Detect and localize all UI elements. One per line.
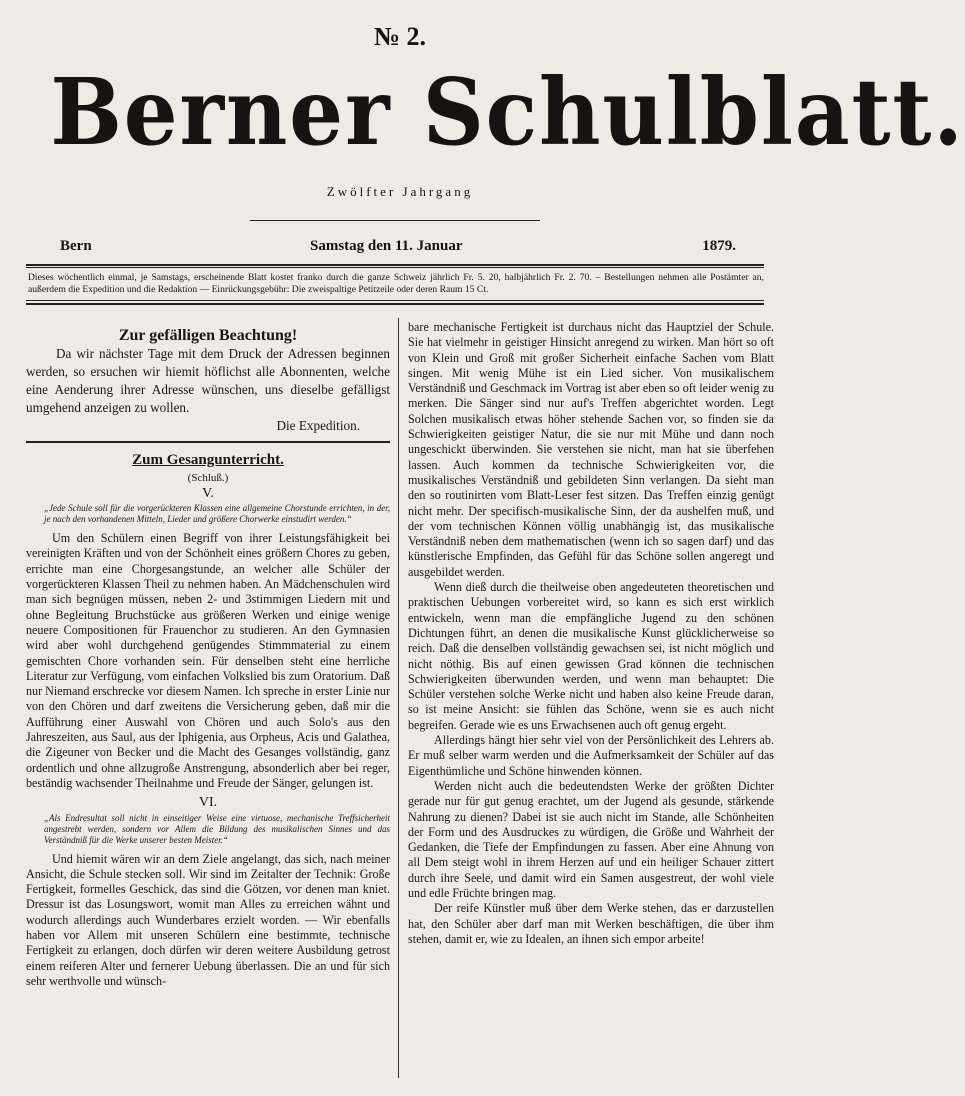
section-vi-heading: VI.	[198, 795, 218, 811]
right-paragraph-3: Allerdings hängt hier sehr viel von der Persönlichkeit des Lehrers ab. Er muß selber warm werden und die Aufmerksamkeit der Schüler auf das Eigenthümliche und Schöne hinwenden können.	[408, 733, 774, 778]
right-paragraph-5: Der reife Künstler muß über dem Werke stehen, das er darzustellen hat, den Schüler aber darf man mit Werken beschäftigen, die über ihm stehen, damit er, wie zu Idealen, an ihnen sich empor arbeite!	[408, 901, 774, 946]
notice-body: Da wir nächster Tage mit dem Druck der Adressen beginnen werden, so ersuchen wir hiemit höflichst alle Abonnenten, welche eine Aenderung ihrer Adresse wünschen, uns dieselbe gefälligst umgehend anzeigen zu wollen.	[26, 346, 390, 416]
header-rule-top	[26, 264, 764, 266]
subscription-notice: Dieses wöchentlich einmal, je Samstags, erscheinende Blatt kostet franko durch die ganze Schweiz jährlich Fr. 5. 20, halbjährlich Fr. 2. 70. – Bestellungen nehmen alle Postämter an, außerdem die Expedition und die Redaktion — Einrückungsgebühr: Die zweispaltige Petitzeile oder deren Raum 15 Ct.	[28, 272, 764, 295]
right-paragraph-1: bare mechanische Fertigkeit ist durchaus nicht das Hauptziel der Schule. Sie hat vielmehr in geistiger Hinsicht anregend zu wirken. Man hört so oft von Klein und Groß mit großer Sicherheit einfache Sachen vom Blatt singen. Mit wenig Mühe ist ein Lied sicher. Von musikalischem Verständniß und Geschmack im Vortrag ist aber eben so oft leider wenig zu merken. Die Sänger sind nur auf's Treffen abgerichtet worden. Legt Solchen musikalisch etwas höher stehende Sachen vor, so finden sie da Schwierigkeiten geistiger Natur, die sie nur mit Mühe und dann noch ungeschickt überwinden. Sie verstehen sie nicht, man hat sie überfehen lassen. Auch kommen da technische Schwierigkeiten vor, die musikalisches Verständniß und gebildeten Sinn verlangen. Da sieht man den so routinirten vom Blatt-Leser fest sitzen. Das Treffen einzig genügt nicht mehr. Der specifisch-musikalische Sinn, der da aushelfen muß, und der vom technischen Können völlig unabhängig ist, das musikalische Verständniß neben dem mathematischen (wenn ich so sagen darf) und das künstlerische Empfinden, das Gefühl für das Schöne sollen angeregt und ausgebildet werden.	[408, 320, 774, 579]
header-rule-top-thin	[26, 267, 764, 268]
short-rule	[250, 220, 540, 221]
masthead-title: Berner Schulblatt.	[50, 58, 965, 166]
notice-rule	[26, 441, 390, 443]
section-v-paragraph: Um den Schülern einen Begriff von ihrer Leistungsfähigkeit bei vereinigten Kräften und von der Schönheit eines größern Chores zu geben, errichte man eine Chorgesangstunde, an welcher alle Schüler der vorgerückteren Klassen Theil zu nehmen haben. An Mädchenschulen wird man sich begnügen müssen, neben 2- und 3stimmigen Liedern mit und ohne Begleitung Bruchstücke aus größeren Werken und einige wenige neuere Compositionen für Frauenchor zu studieren. An den Gymnasien wird aber wohl durchgehend genügendes Stimmmaterial zu einem gemischten Chore vorhanden sein. Für denselben steht eine herrliche Literatur zur Verfügung, vom einfachen Volkslied bis zum Oratorium. Daß nur Niemand erschrecke vor diesem Namen. Ich spreche in erster Linie nur von den Chören und darf zweitens die Versicherung geben, daß mir die Aufführung einer Auswahl von Chören und auch Solo's aus den Jahreszeiten, aus Saul, aus der Iphigenia, aus Orpheus, Acis und Galathea, die Zigeuner von Becker und die Macht des Gesanges vollständig, ganz ordentlich und ohne allzugroße Anstrengung, absonderlich aber bei reger, beständig wachsender Theilnahme und Freude der Sänger, gelungen ist.	[26, 531, 391, 790]
section-v-heading: V.	[202, 485, 214, 501]
right-column	[408, 320, 774, 947]
section-v-quote: „Jede Schule soll für die vorgerückteren Klassen eine allgemeine Chorstunde errichten, in der, je nach den vorhandenen Mitteln, Lieder und größere Chorwerke einstudirt werden.“	[44, 503, 390, 525]
column-divider	[398, 318, 399, 1078]
article-title: Zum Gesangunterricht.	[132, 452, 284, 469]
right-paragraph-4: Werden nicht auch die bedeutendsten Werke der größten Dichter gerade nur für gut genug erachtet, um der Jugend als gesunde, stärkende Nahrung zu dienen? Dabei ist sie auch nicht im Stande, alle Schönheiten der Form und des Ausdruckes zu würdigen, die Größe und Wahrheit der Gedanken, die Tiefe der Empfindungen zu fassen. Aber eine Ahnung von all Dem steigt wohl in ihrem Herzen auf und ein heiliger Schauer zittert durch ihre Seele, und damit wird ein Samen ausgestreut, der wohl viele und edle Früchte bringen mag.	[408, 778, 774, 900]
year: 1879.	[702, 238, 736, 254]
notice-box	[26, 328, 390, 435]
notice-signature: Die Expedition.	[276, 418, 360, 434]
place: Bern	[60, 238, 92, 254]
volume-line: Zwölfter Jahrgang	[326, 184, 474, 199]
notice-title: Zur gefälligen Beachtung!	[118, 327, 298, 344]
right-paragraph-2: Wenn dieß durch die theilweise oben angedeuteten theoretischen und praktischen Uebungen vorbereitet wird, so kann es sich erst wirklich entwickeln, wenn man die empfängliche Jugend zu den schönen Dichtungen führt, an denen die musikalische Kunst glücklicherweise so reich. Daß die denselben vollständig gewachsen sei, ist nicht möglich und nicht nöthig. Bis auf einen gewissen Grad können die technischen Schwierigkeiten überwunden werden, und wenn man behauptet: Die Schüler verstehen solche Werke nicht und haben also keine Freude daran, so ist meine Ansicht: sie fühlen das Schöne, wenn sie es auch nicht begreifen. Gerade wie es uns Erwachsenen auch oft genug ergeht.	[408, 580, 774, 732]
issue-number: № 2.	[373, 22, 427, 51]
dateline	[60, 238, 736, 260]
header-rule-bottom	[26, 303, 764, 305]
section-vi-paragraph: Und hiemit wären wir an dem Ziele angelangt, das sich, nach meiner Ansicht, die Schule stecken soll. Wir sind im Zeitalter der Technik: Große Fertigkeit, formelles Geschick, das sind die Götzen, vor denen man kniet. Dressur ist das Losungswort, womit man Alles zu erreichen wähnt und wodurch allerdings auch Wunderbares erzielt worden. — Wir ebenfalls haben vor Allem mit unseren Schülern eine bestimmte, technische Fertigkeit zu erlangen, doch dürfen wir deren weitere Ausbildung getrost einem reiferen Alter und fernerer Uebung überlassen. Die an und für sich sehr werthvolle und wünsch-	[26, 851, 390, 988]
left-column	[26, 320, 390, 989]
issue-date: Samstag den 11. Januar	[310, 238, 463, 254]
article-subtitle: (Schluß.)	[187, 471, 229, 484]
header-rule-bottom-thin	[26, 300, 764, 301]
section-vi-quote: „Als Endresultat soll nicht in einseitiger Weise eine virtuose, mechanische Treffsicherheit angestrebt werden, sondern vor Allem die Bildung des musikalischen Sinnes und das Verständniß für die Werke unserer besten Meister.“	[44, 812, 390, 845]
